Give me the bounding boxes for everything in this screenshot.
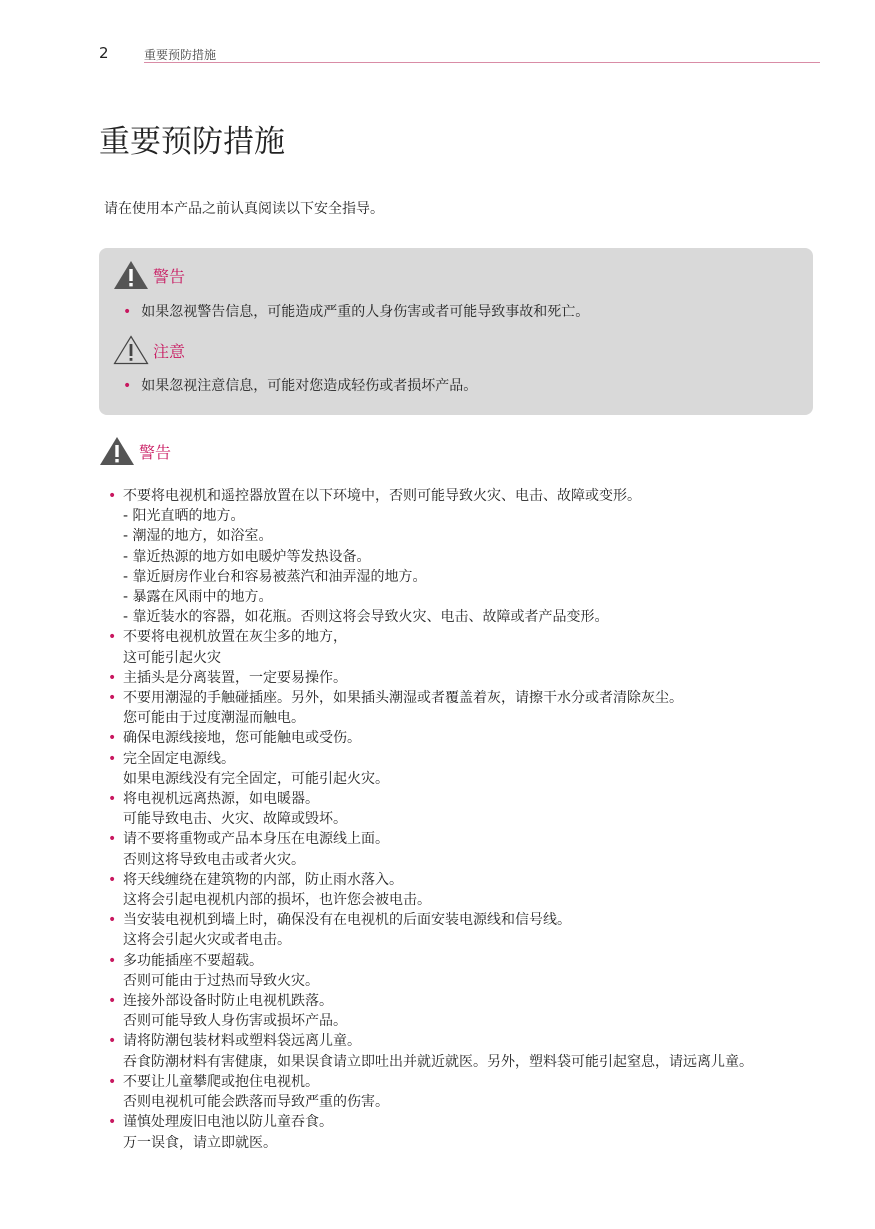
warning-item-text: • 多功能插座不要超载。	[123, 952, 263, 969]
warning-item-detail: - 靠近装水的容器，如花瓶。否则这将会导致火灾、电击、故障或者产品变形。	[123, 609, 609, 626]
warning-item-detail: 否则电视机可能会跌落而导致严重的伤害。	[123, 1094, 389, 1111]
warning-item-text: • 确保电源线接地，您可能触电或受伤。	[123, 730, 361, 747]
warning-item-text: • 请不要将重物或产品本身压在电源线上面。	[123, 831, 389, 848]
notice-warning-text: 如果忽视警告信息，可能造成严重的人身伤害或者可能导致事故和死亡。	[141, 304, 590, 320]
warning-item-text: • 谨慎处理废旧电池以防儿童吞食。	[123, 1114, 333, 1131]
warning-list-item	[108, 951, 808, 991]
header-rule	[144, 62, 820, 63]
warning-icon	[99, 436, 135, 466]
warning-list-item	[108, 1112, 808, 1152]
page-number: 2	[99, 44, 109, 62]
warning-list-item	[108, 688, 808, 728]
warning-item-detail: - 潮湿的地方，如浴室。	[123, 528, 273, 545]
warning-section-heading	[99, 436, 171, 466]
warning-item-text: • 连接外部设备时防止电视机跌落。	[123, 993, 333, 1010]
warning-item-detail: 万一误食，请立即就医。	[123, 1134, 277, 1151]
intro-text: 请在使用本产品之前认真阅读以下安全指导。	[104, 201, 384, 217]
warning-icon	[113, 260, 149, 290]
notice-caution-label: 注意	[153, 341, 186, 361]
warning-item-detail: 否则可能导致人身伤害或损坏产品。	[123, 1013, 347, 1030]
warning-item-text: • 不要将电视机放置在灰尘多的地方，	[123, 629, 347, 646]
warning-item-text: • 不要用潮湿的手触碰插座。另外，如果插头潮湿或者覆盖着灰，请擦干水分或者清除灰尘。	[123, 690, 683, 707]
notice-warning-item	[123, 301, 589, 321]
notice-box	[99, 248, 813, 415]
warning-item-detail: - 阳光直晒的地方。	[123, 508, 245, 525]
warning-item-detail: 这将会引起电视机内部的损坏，也许您会被电击。	[123, 892, 431, 909]
warning-item-text: • 当安装电视机到墙上时，确保没有在电视机的后面安装电源线和信号线。	[123, 912, 571, 929]
page-title: 重要预防措施	[99, 124, 285, 160]
bullet-icon: •	[123, 304, 132, 320]
warning-item-detail: 您可能由于过度潮湿而触电。	[123, 710, 305, 727]
warning-item-detail: 如果电源线没有完全固定，可能引起火灾。	[123, 770, 389, 787]
warning-list-item	[108, 668, 808, 688]
warning-item-detail: - 靠近厨房作业台和容易被蒸汽和油弄湿的地方。	[123, 568, 427, 585]
warning-item-text: • 将电视机远离热源，如电暖器。	[123, 791, 319, 808]
warning-item-text: • 完全固定电源线。	[123, 750, 235, 767]
notice-warning-heading	[113, 260, 185, 290]
warning-item-detail: 可能导致电击、火灾、故障或毁坏。	[123, 811, 347, 828]
warning-list-item	[108, 1072, 808, 1112]
warning-list	[108, 486, 808, 1153]
warning-item-detail: 否则这将导致电击或者火灾。	[123, 851, 305, 868]
warning-item-detail: 这可能引起火灾	[123, 649, 221, 666]
warning-item-text: • 不要将电视机和遥控器放置在以下环境中，否则可能导致火灾、电击、故障或变形。	[123, 488, 641, 504]
warning-item-text: • 不要让儿童攀爬或抱住电视机。	[123, 1073, 319, 1090]
warning-item-detail: - 靠近热源的地方如电暖炉等发热设备。	[123, 548, 371, 565]
warning-list-item	[108, 728, 808, 748]
notice-caution-text: 如果忽视注意信息，可能对您造成轻伤或者损坏产品。	[141, 378, 478, 394]
warning-list-item	[108, 991, 808, 1031]
warning-item-text: • 请将防潮包装材料或塑料袋远离儿童。	[123, 1033, 361, 1050]
warning-section-label: 警告	[139, 442, 172, 462]
warning-item-text: • 主插头是分离装置，一定要易操作。	[123, 669, 347, 686]
notice-warning-label: 警告	[153, 266, 186, 286]
warning-item-detail: 这将会引起火灾或者电击。	[123, 932, 291, 949]
warning-list-item	[108, 829, 808, 869]
warning-item-detail: 吞食防潮材料有害健康，如果误食请立即吐出并就近就医。另外，塑料袋可能引起窒息，请远离儿童。	[123, 1053, 753, 1070]
header-section-title: 重要预防措施	[144, 48, 217, 62]
warning-list-item	[108, 910, 808, 950]
warning-item-detail: 否则可能由于过热而导致火灾。	[123, 972, 319, 989]
notice-caution-item	[123, 375, 477, 395]
bullet-icon: •	[123, 378, 132, 394]
notice-caution-heading	[113, 335, 185, 365]
warning-list-item	[108, 1031, 808, 1071]
warning-list-item	[108, 627, 808, 667]
warning-list-item	[108, 789, 808, 829]
warning-list-item	[108, 749, 808, 789]
warning-list-item	[108, 486, 808, 627]
warning-list-item	[108, 870, 808, 910]
caution-icon	[113, 335, 149, 365]
warning-item-text: • 将天线缠绕在建筑物的内部，防止雨水落入。	[123, 871, 403, 888]
warning-item-detail: - 暴露在风雨中的地方。	[123, 589, 273, 606]
